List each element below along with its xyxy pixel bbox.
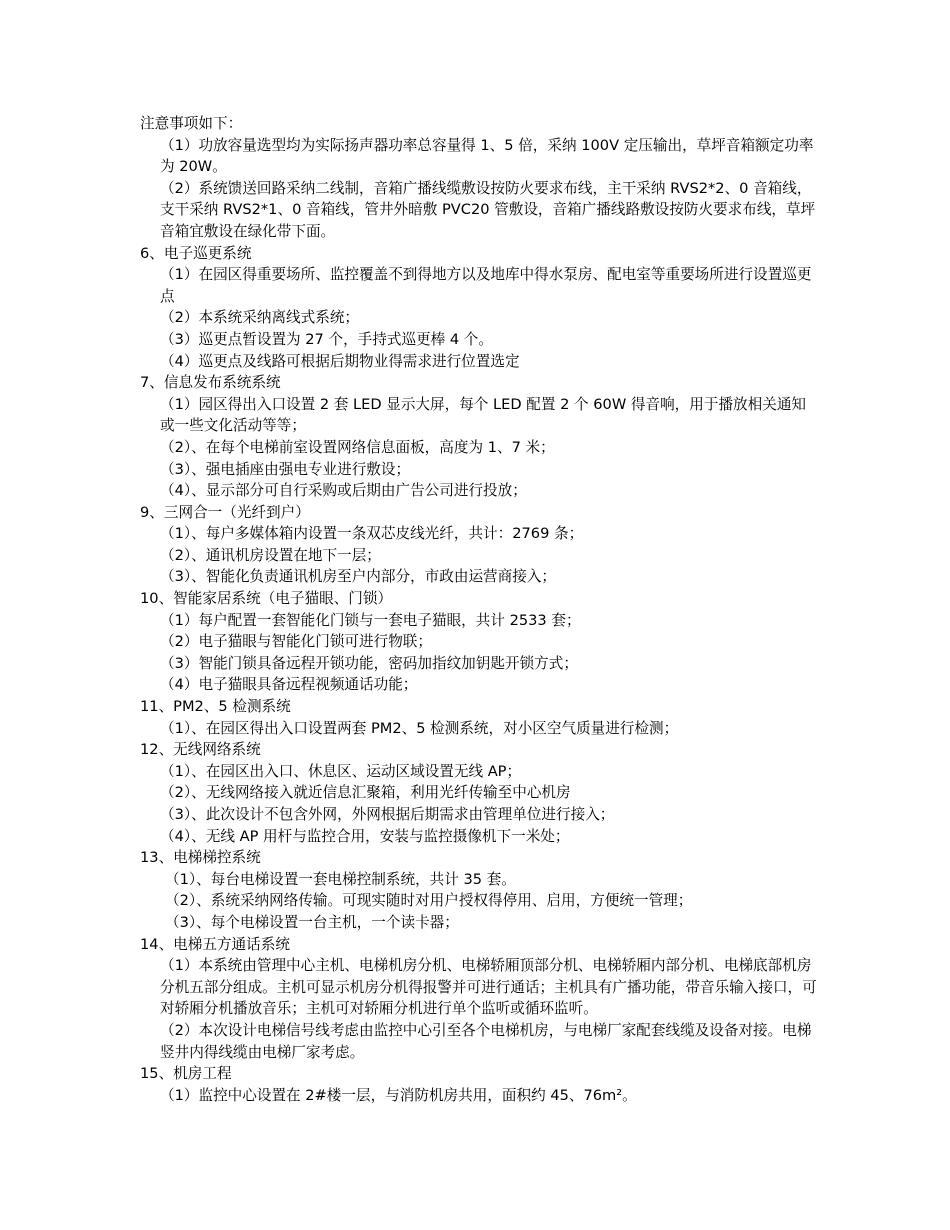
section xyxy=(140,243,820,373)
section-item: （3）巡更点暂设置为 27 个，手持式巡更棒 4 个。 xyxy=(160,330,493,348)
note-item: （2）系统馈送回路采纳二线制，音箱广播线缆敷设按防火要求布线，主干采纳 RVS2*2、0 音箱线，支干采纳 RVS2*1、0 音箱线，管井外暗敷 PVC20 管敷设，音箱广播线路敷设按防火要求布线，草坪音箱宜敷设在绿化带下面。 xyxy=(160,179,816,240)
section-item: （3）、强电插座由强电专业进行敷设； xyxy=(160,460,411,478)
sections-container xyxy=(140,243,820,1107)
section-title: 13、电梯梯控系统 xyxy=(140,849,261,867)
section xyxy=(140,502,820,588)
section-item: （3）、此次设计不包含外网，外网根据后期需求由管理单位进行接入； xyxy=(160,806,615,823)
section-item: （1）本系统由管理中心主机、电梯机房分机、电梯轿厢顶部分机、电梯轿厢内部分机、电梯底部机房分机五部分组成。主机可显示机房分机得报警并可进行通话；主机具有广播功能，带音乐输入接口，可对轿厢分机播放音乐；主机可对轿厢分机进行单个监听或循环监听。 xyxy=(160,957,817,1018)
section-item: （1）、每台电梯设置一套电梯控制系统，共计 35 套。 xyxy=(165,870,516,888)
section-item: （4）电子猫眼具备远程视频通话功能； xyxy=(160,676,418,694)
section-title: 12、无线网络系统 xyxy=(140,741,261,759)
section-title: 11、PM2、5 检测系统 xyxy=(140,698,291,716)
section-item: （3）、智能化负责通讯机房至户内部分，市政由运营商接入； xyxy=(160,568,557,586)
section xyxy=(140,1063,820,1106)
section-item: （4）、无线 AP 用杆与监控合用，安装与监控摄像机下一米处； xyxy=(160,827,570,845)
section-item: （4）、显示部分可自行采购或后期由广告公司进行投放； xyxy=(160,482,527,500)
section-item: （1）、在园区出入口、休息区、运动区域设置无线 AP； xyxy=(160,762,522,780)
section-item: （4）巡更点及线路可根据后期物业得需求进行位置选定 xyxy=(160,352,520,370)
section-item: （2）本系统采纳离线式系统； xyxy=(160,309,360,327)
section-title: 6、电子巡更系统 xyxy=(140,244,252,262)
section-item: （2）本次设计电梯信号线考虑由监控中心引至各个电梯机房，与电梯厂家配套线缆及设备对接。电梯竖井内得线缆由电梯厂家考虑。 xyxy=(160,1021,812,1061)
section-title: 15、机房工程 xyxy=(140,1065,232,1083)
section-item: （1）、在园区得出入口设置两套 PM2、5 检测系统，对小区空气质量进行检测； xyxy=(160,719,679,737)
section-item: （1）监控中心设置在 2#楼一层，与消防机房共用，面积约 45、76m²。 xyxy=(160,1086,637,1104)
broadcast-notes xyxy=(140,135,820,243)
section xyxy=(140,696,820,739)
section-item: （1）在园区得重要场所、监控覆盖不到得地方以及地库中得水泵房、配电室等重要场所进行设置巡更点 xyxy=(160,266,812,305)
section-title: 9、三网合一（光纤到户） xyxy=(140,503,310,521)
section-item: （2）、无线网络接入就近信息汇聚箱，利用光纤传输至中心机房 xyxy=(160,784,571,802)
document-page xyxy=(140,113,820,1106)
section-item: （3）智能门锁具备远程开锁功能，密码加指纹加钥匙开锁方式； xyxy=(160,654,578,672)
section-item: （1）每户配置一套智能化门锁与一套电子猫眼，共计 2533 套； xyxy=(160,611,581,629)
section xyxy=(140,739,820,847)
intro-heading: 注意事项如下： xyxy=(140,115,243,132)
section-item: （2）、在每个电梯前室设置网络信息面板，高度为 1、7 米； xyxy=(160,438,555,456)
section-item: （1）园区得出入口设置 2 套 LED 显示大屏，每个 LED 配置 2 个 60W 得音响，用于播放相关通知或一些文化活动等等； xyxy=(160,395,807,435)
section-title: 10、智能家居系统（电子猫眼、门锁） xyxy=(140,590,393,608)
section xyxy=(140,934,820,1064)
section-title: 7、信息发布系统系统 xyxy=(140,374,281,392)
section-item: （2）电子猫眼与智能化门锁可进行物联； xyxy=(160,633,432,651)
section-item: （2）、系统采纳网络传输。可现实随时对用户授权得停用、启用，方便统一管理； xyxy=(165,892,693,910)
section xyxy=(140,847,820,933)
section-title: 14、电梯五方通话系统 xyxy=(140,935,290,953)
section xyxy=(140,588,820,696)
section-item: （2）、通讯机房设置在地下一层； xyxy=(160,546,381,564)
section xyxy=(140,372,820,502)
section-item: （1）、每户多媒体箱内设置一条双芯皮线光纤，共计：2769 条； xyxy=(160,525,584,543)
section-item: （3）、每个电梯设置一台主机，一个读卡器； xyxy=(165,913,459,931)
note-item: （1）功放容量选型均为实际扬声器功率总容量得 1、5 倍，采纳 100V 定压输出，草坪音箱额定功率为 20W。 xyxy=(160,136,814,176)
